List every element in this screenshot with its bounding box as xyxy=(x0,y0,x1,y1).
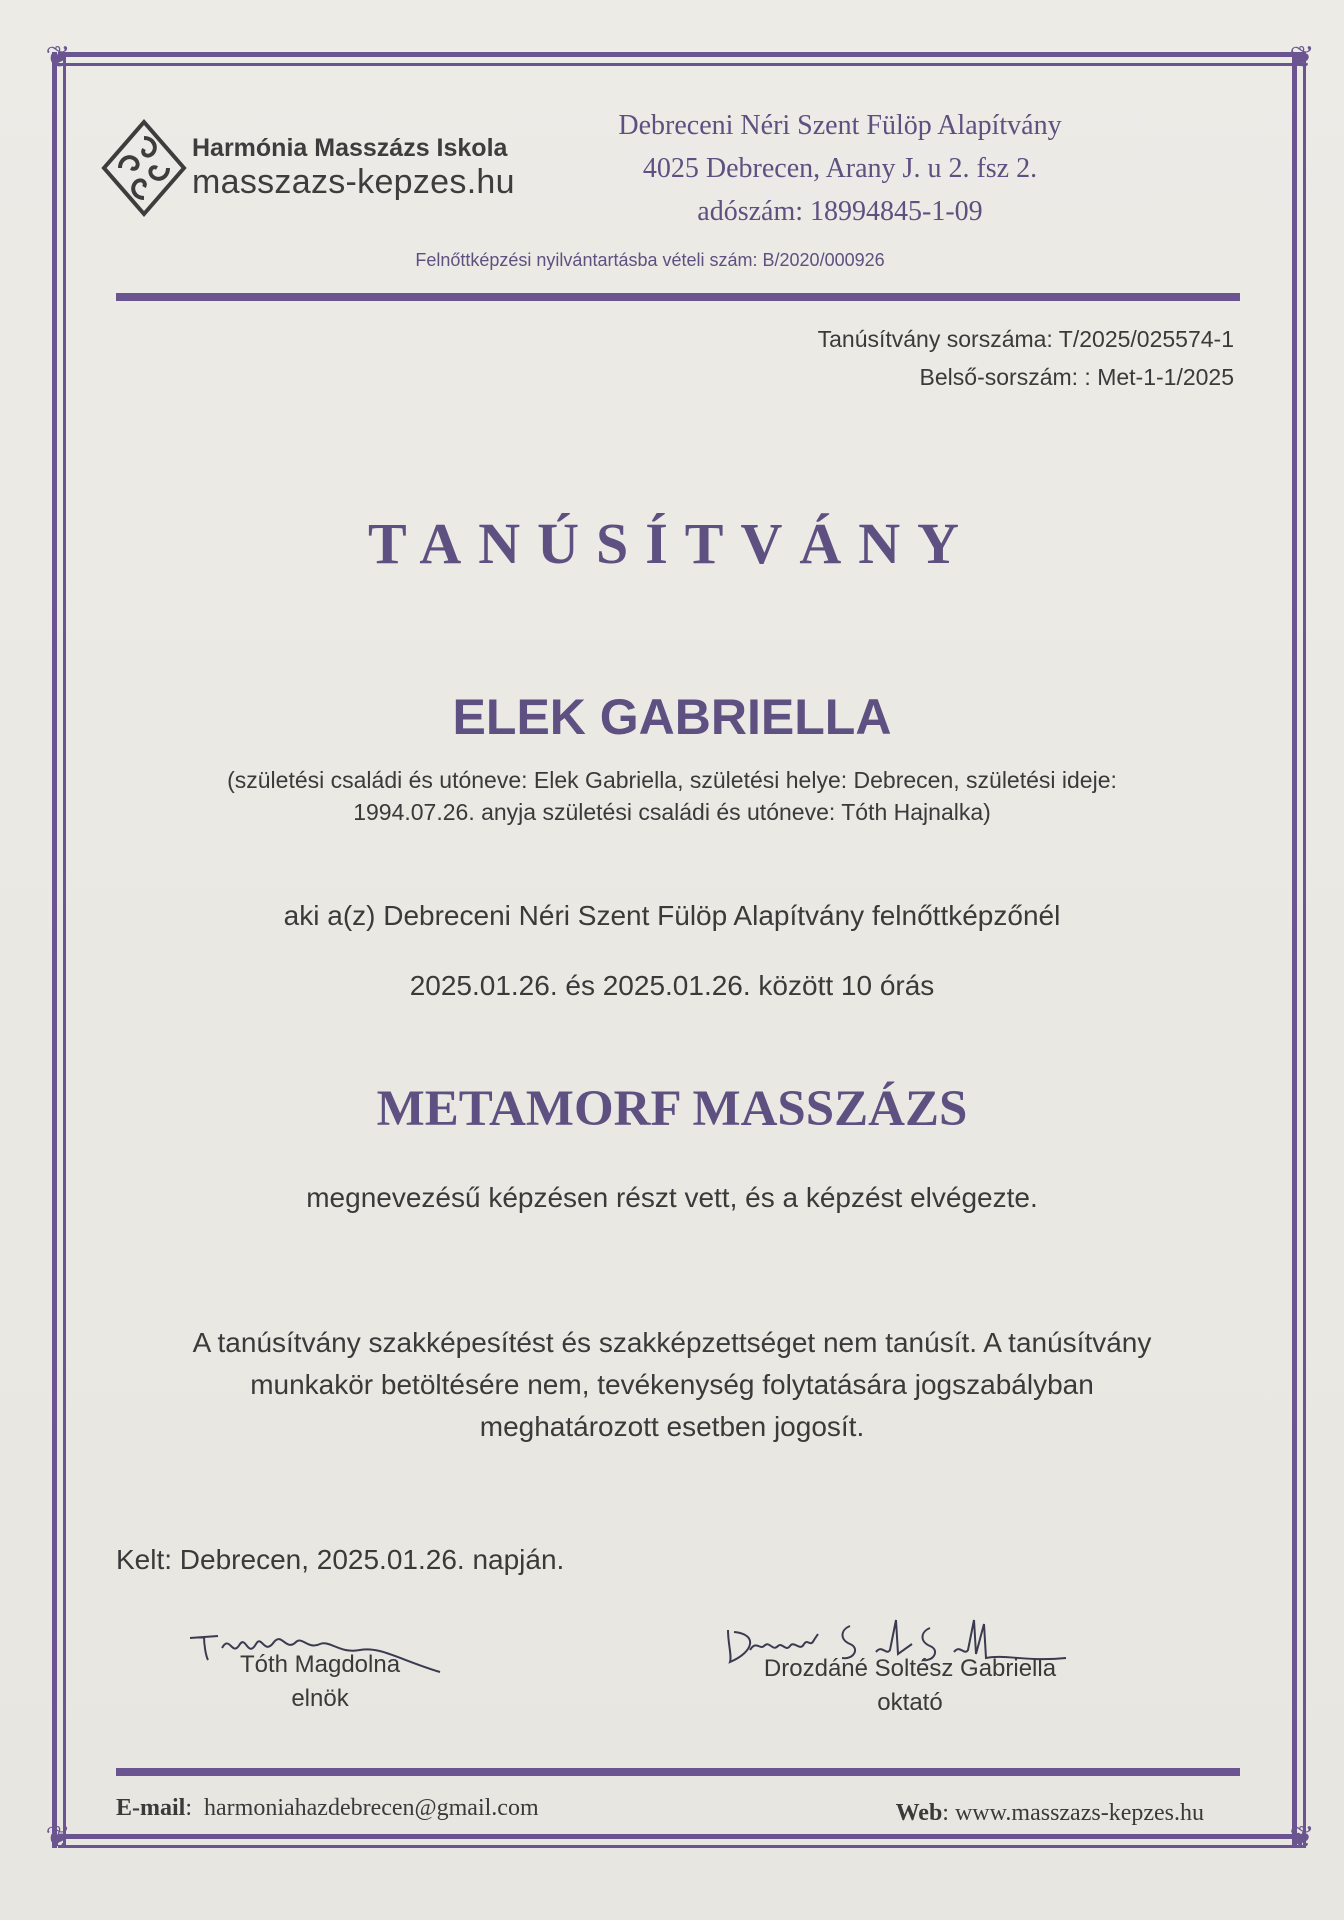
issue-date: Kelt: Debrecen, 2025.01.26. napján. xyxy=(116,1544,565,1575)
birth-line: 1994.07.26. anyja születési családi és utóneve: Tóth Hajnalka) xyxy=(353,799,991,825)
signer-name: Drozdáné Soltész Gabriella xyxy=(763,1655,1057,1682)
school-name: Harmónia Masszázs Iskola xyxy=(192,134,508,162)
frame-left xyxy=(52,52,66,1848)
serial-block xyxy=(818,320,1234,396)
web-label: Web xyxy=(895,1800,943,1826)
frame-bottom xyxy=(58,1834,1304,1848)
holder-name: ELEK GABRIELLA xyxy=(452,689,892,745)
footer-email: E-mail: harmoniahazdebrecen@gmail.com xyxy=(116,1795,539,1821)
period-line: 2025.01.26. és 2025.01.26. között 10 órás xyxy=(409,970,935,1001)
legal-line: munkakör betöltésére nem, tevékenység folytatására jogszabályban xyxy=(250,1369,1094,1400)
birth-details xyxy=(120,764,1224,828)
header-divider xyxy=(116,293,1240,301)
email-label: E-mail xyxy=(116,1795,186,1821)
web-link[interactable]: www.masszazs-kepzes.hu xyxy=(954,1800,1204,1826)
corner-ornament-icon: ❦ xyxy=(1289,40,1315,75)
handwritten-signature-icon xyxy=(700,1612,1140,1672)
registration-number: Felnőttképzési nyilvántartásba vételi szám: B/2020/000926 xyxy=(415,250,885,270)
completion-line: megnevezésű képzésen részt vett, és a képzést elvégezte. xyxy=(306,1182,1038,1213)
signer-role: oktató xyxy=(877,1689,943,1716)
signer-name: Tóth Magdolna xyxy=(239,1651,401,1678)
footer-divider xyxy=(116,1768,1240,1776)
org-tax-number: adószám: 18994845-1-09 xyxy=(697,196,983,227)
org-address: 4025 Debrecen, Arany J. u 2. fsz 2. xyxy=(642,153,1038,184)
legal-notice xyxy=(100,1322,1244,1448)
handwritten-signature-icon xyxy=(170,1626,470,1676)
footer-web: Web: www.masszazs-kepzes.hu xyxy=(895,1800,1204,1826)
corner-ornament-icon: ❦ xyxy=(45,1820,71,1855)
school-url: masszazs-kepzes.hu xyxy=(192,163,515,201)
provider-line: aki a(z) Debreceni Néri Szent Fülöp Alapítvány felnőttképzőnél xyxy=(283,900,1061,931)
signer-role: elnök xyxy=(291,1685,349,1712)
legal-line: meghatározott esetben jogosít. xyxy=(479,1411,865,1442)
spiral-logo-icon xyxy=(100,118,188,218)
org-name: Debreceni Néri Szent Fülöp Alapítvány xyxy=(618,110,1062,141)
signature-left xyxy=(190,1648,450,1716)
frame-top xyxy=(58,52,1304,66)
certificate-number: Tanúsítvány sorszáma: T/2025/025574-1 xyxy=(817,326,1234,352)
corner-ornament-icon: ❦ xyxy=(1289,1820,1315,1855)
legal-line: A tanúsítvány szakképesítést és szakképzettséget nem tanúsít. A tanúsítvány xyxy=(192,1327,1152,1358)
corner-ornament-icon: ❦ xyxy=(45,40,71,75)
internal-number: Belső-sorszám: : Met-1-1/2025 xyxy=(919,364,1234,390)
frame-right xyxy=(1292,52,1306,1848)
certificate-title: TANÚSÍTVÁNY xyxy=(367,511,977,576)
email-link[interactable]: harmoniahazdebrecen@gmail.com xyxy=(204,1795,539,1821)
school-logo xyxy=(100,118,560,218)
course-name: METAMORF MASSZÁZS xyxy=(376,1081,968,1137)
organization-block xyxy=(590,104,1090,233)
birth-line: (születési családi és utóneve: Elek Gabriella, születési helye: Debrecen, születési ideje: xyxy=(227,767,1117,793)
signature-right xyxy=(700,1652,1120,1720)
